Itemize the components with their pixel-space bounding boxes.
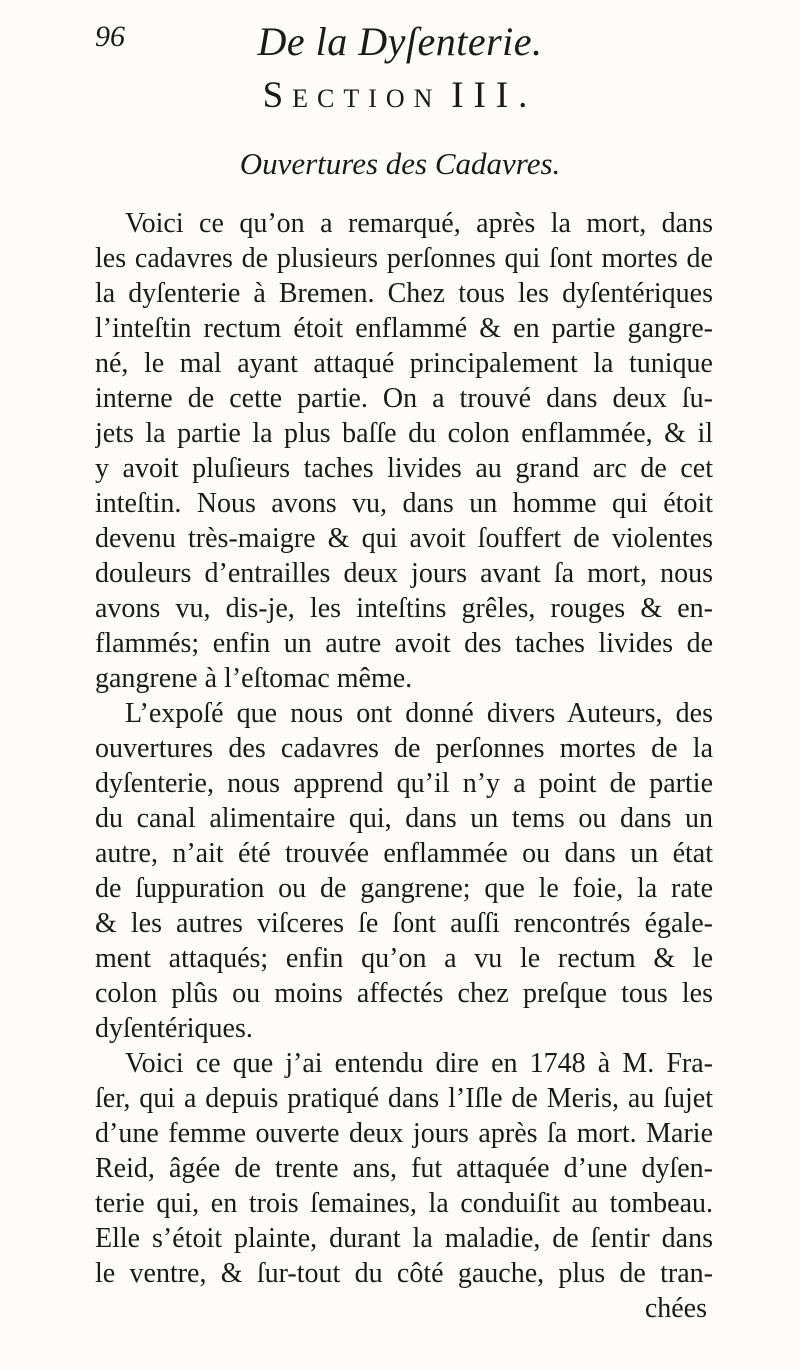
section-heading (0, 74, 800, 117)
text-line: le ventre, & ſur-tout du côté gauche, plus de tran- (95, 1258, 713, 1289)
text-line: Reid, âgée de trente ans, fut attaquée d’une dyſen- (95, 1153, 713, 1184)
text-line: avons vu, dis-je, les inteſtins grêles, rouges & en- (95, 593, 713, 624)
text-line: Elle s’étoit plainte, durant la maladie, de ſentir dans (95, 1223, 713, 1254)
text-line: & les autres viſceres ſe ſont auſſi rencontrés égale- (95, 908, 713, 939)
text-line: l’inteſtin rectum étoit enflammé & en partie gangre- (95, 313, 713, 344)
text-line: dyſentériques. (95, 1013, 253, 1044)
text-line: né, le mal ayant attaqué principalement la tunique (95, 348, 713, 379)
section-label: Section (262, 75, 442, 116)
text-line: ſer, qui a depuis pratiqué dans l’Iſle de Meris, au ſujet (95, 1083, 713, 1114)
text-line: la dyſenterie à Bremen. Chez tous les dyſentériques (95, 278, 713, 309)
text-line: d’une femme ouverte deux jours après ſa mort. Marie (95, 1118, 713, 1149)
text-line: Voici ce que j’ai entendu dire en 1748 à M. Fra- (125, 1048, 713, 1079)
text-line: devenu très-maigre & qui avoit ſouffert de violentes (95, 523, 713, 554)
text-line: ment attaqués; enfin qu’on a vu le rectum & le (95, 943, 713, 974)
running-head: De la Dyſenterie. (257, 19, 543, 64)
text-line: interne de cette partie. On a trouvé dans deux ſu- (95, 383, 713, 414)
text-line: les cadavres de plusieurs perſonnes qui ſont mortes de (95, 243, 713, 274)
text-line: flammés; enfin un autre avoit des taches livides de (95, 628, 713, 659)
text-line: gangrene à l’eſtomac même. (95, 663, 413, 694)
catchword: chées (644, 1293, 707, 1324)
body-text (95, 206, 713, 1326)
text-line: douleurs d’entrailles deux jours avant ſa mort, nous (95, 558, 713, 589)
text-line: L’expoſé que nous ont donné divers Auteurs, des (125, 698, 713, 729)
page-number: 96 (95, 20, 125, 53)
text-line: ouvertures des cadavres de perſonnes mortes de la (95, 733, 713, 764)
text-line: jets la partie la plus baſſe du colon enflammée, & il (95, 418, 713, 449)
text-line: de ſuppuration ou de gangrene; que le foie, la rate (95, 873, 713, 904)
text-line: inteſtin. Nous avons vu, dans un homme qui étoit (95, 488, 713, 519)
section-number: III. (451, 75, 538, 116)
text-line: Voici ce qu’on a remarqué, après la mort, dans (125, 208, 713, 239)
text-line: autre, n’ait été trouvée enflammée ou dans un état (95, 838, 713, 869)
section-title: Ouvertures des Cadavres. (239, 146, 561, 181)
text-line: colon plûs ou moins affectés chez preſque tous les (95, 978, 713, 1009)
text-line: terie qui, en trois ſemaines, la conduiſit au tombeau. (95, 1188, 713, 1219)
text-line: y avoit pluſieurs taches livides au grand arc de cet (95, 453, 713, 484)
text-line: du canal alimentaire qui, dans un tems ou dans un (95, 803, 713, 834)
text-line: dyſenterie, nous apprend qu’il n’y a point de partie (95, 768, 713, 799)
